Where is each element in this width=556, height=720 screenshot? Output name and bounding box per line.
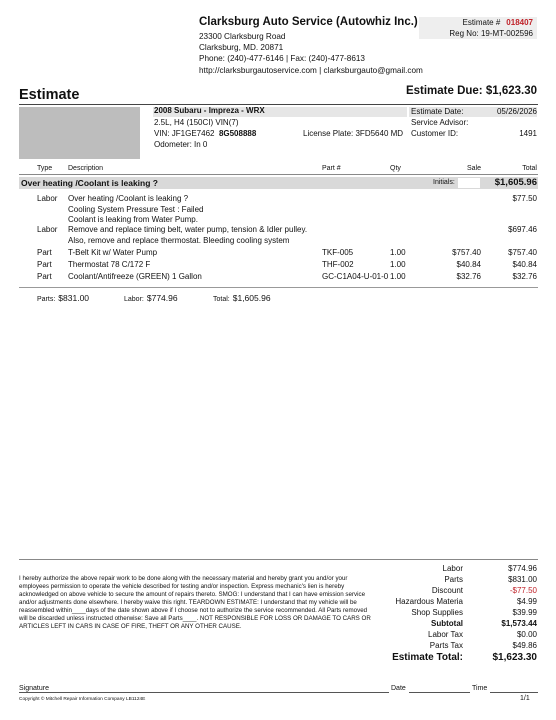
estimate-date-value: 05/26/2026 xyxy=(496,107,537,116)
line-description xyxy=(68,194,203,226)
authorization-terms: I hereby authorize the above repair work to be done along with the necessary material and hereby grant you and/or your employees permission to operate the vehicle described for testing and/or inspection. Express mechanic's lien is hereby acknowledged on above vehicle to secure the amount of repairs thereto. SMOG: I understand that I can have emission service and/or adjustments done elsewhere. I hereby waive this right. TEARDOWN ESTIMATE: I understand that my vehicle will be reassembled within____days of the date shown above if I choose not to authorize the service recommended. All Parts removed will be discarded unless instructed otherwise: Save all Parts____. NOT RESPONSIBLE FOR LOSS OR DAMAGE TO CARS OR ARTICLES LEFT IN CARS IN CASE OF FIRE, THEFT OR ANY OTHER CAUSE. xyxy=(19,575,371,630)
totals-value: $39.99 xyxy=(512,608,537,617)
summary-parts xyxy=(37,293,89,303)
estimate-number-box xyxy=(419,17,537,39)
line-desc-text: Cooling System Pressure Test : Failed xyxy=(68,204,204,214)
summary-total-label: Total: xyxy=(213,296,230,303)
line-part-number: THF-002 xyxy=(322,260,354,269)
line-sale: $40.84 xyxy=(456,260,481,269)
shop-web: http://clarksburgautoservice.com | clarksburgauto@gmail.com xyxy=(199,65,423,75)
shop-address-1: 23300 Clarksburg Road xyxy=(199,32,286,41)
totals-value: $774.96 xyxy=(508,564,537,573)
line-sale: $757.40 xyxy=(452,248,481,257)
line-type: Part xyxy=(37,260,52,269)
line-type: Labor xyxy=(37,194,58,203)
customer-id-label: Customer ID: xyxy=(411,129,459,138)
line-description: Coolant/Antifreeze (GREEN) 1 Gallon xyxy=(68,272,202,281)
terms-divider xyxy=(19,559,538,560)
totals-label-grand: Estimate Total: xyxy=(392,652,463,663)
summary-total-value: $1,605.96 xyxy=(232,293,271,303)
totals-value-subtotal: $1,573.44 xyxy=(501,619,537,628)
signature-line[interactable] xyxy=(19,692,389,693)
line-type: Labor xyxy=(37,225,58,234)
totals-label: Shop Supplies xyxy=(411,608,463,617)
line-qty: 1.00 xyxy=(390,260,406,269)
service-advisor-label: Service Advisor: xyxy=(411,118,469,127)
copyright: Copyright © Mitchell Repair Information Company LB1124E xyxy=(19,697,146,702)
col-description: Description xyxy=(68,165,104,172)
col-total: Total xyxy=(522,165,537,172)
initials-field[interactable] xyxy=(458,178,480,188)
line-qty: 1.00 xyxy=(390,272,406,281)
line-total: $77.50 xyxy=(512,194,537,203)
page-number: 1/1 xyxy=(520,695,530,702)
job-group-total: $1,605.96 xyxy=(494,177,537,188)
totals-label: Hazardous Materia xyxy=(395,597,463,606)
estimate-due: Estimate Due: $1,623.30 xyxy=(405,85,537,97)
shop-contact xyxy=(199,31,423,76)
col-part: Part # xyxy=(322,165,341,172)
estimate-date-label: Estimate Date: xyxy=(411,107,464,116)
summary-total xyxy=(213,293,271,303)
summary-labor-value: $774.96 xyxy=(146,293,178,303)
line-sale: $32.76 xyxy=(456,272,481,281)
date-label: Date xyxy=(391,685,406,692)
col-qty: Qty xyxy=(390,165,401,172)
totals-value: $0.00 xyxy=(516,630,537,639)
estimate-number-label: Estimate # xyxy=(462,18,501,27)
summary-parts-label: Parts: xyxy=(37,296,56,303)
totals-label: Labor Tax xyxy=(428,630,463,639)
totals-label: Labor xyxy=(442,564,463,573)
signature-label: Signature xyxy=(19,685,49,692)
line-total: $697.46 xyxy=(508,225,537,234)
totals-value: $831.00 xyxy=(508,575,537,584)
totals-value: $49.86 xyxy=(512,641,537,650)
line-part-number: TKF-005 xyxy=(322,248,354,257)
line-desc-text: Remove and replace timing belt, water pump, tension & Idler pulley. xyxy=(68,225,308,234)
line-desc-text: Coolant is leaking from Water Pump. xyxy=(68,215,198,224)
vehicle-name: 2008 Subaru - Impreza - WRX xyxy=(154,106,265,115)
initials-label: Initials: xyxy=(433,179,455,186)
header-divider xyxy=(19,174,538,175)
page-title: Estimate xyxy=(19,87,80,103)
line-total: $757.40 xyxy=(508,248,537,257)
totals-value: $4.99 xyxy=(516,597,537,606)
job-group-title: Over heating /Coolant is leaking ? xyxy=(21,178,158,188)
vehicle-photo-placeholder xyxy=(19,107,140,159)
col-sale: Sale xyxy=(466,165,481,172)
line-desc-text: Also, remove and replace thermostat. Bleeding cooling system xyxy=(68,235,290,245)
shop-address-2: Clarksburg, MD. 20871 xyxy=(199,43,284,53)
vehicle-odometer: Odometer: In 0 xyxy=(154,140,208,149)
date-line[interactable] xyxy=(409,692,470,693)
line-total: $40.84 xyxy=(512,260,537,269)
summary-parts-value: $831.00 xyxy=(58,293,90,303)
vehicle-engine: 2.5L, H4 (150CI) VIN(7) xyxy=(154,118,239,127)
line-part-number: GC-C1A04-U-01-0 xyxy=(322,272,389,281)
items-divider xyxy=(19,287,538,288)
divider xyxy=(19,104,538,105)
shop-name: Clarksburg Auto Service (Autowhiz Inc.) xyxy=(199,16,418,28)
reg-number: Reg No: 19-MT-002596 xyxy=(449,29,533,38)
vin-label: VIN: JF1GE7462 xyxy=(154,129,215,138)
time-label: Time xyxy=(472,685,488,692)
vehicle-vin xyxy=(154,129,256,138)
line-description: Thermostat 78 C/172 F xyxy=(68,260,151,269)
estimate-number: 018407 xyxy=(506,18,533,27)
totals-label: Parts Tax xyxy=(429,641,463,650)
totals-value-grand: $1,623.30 xyxy=(492,652,537,663)
shop-phone: Phone: (240)-477-6146 | Fax: (240)-477-8613 xyxy=(199,54,365,64)
customer-id-value: 1491 xyxy=(519,129,537,138)
line-type: Part xyxy=(37,272,52,281)
totals-label: Discount xyxy=(431,586,463,595)
summary-labor xyxy=(124,293,178,303)
line-desc-text: Over heating /Coolant is leaking ? xyxy=(68,194,189,203)
col-type: Type xyxy=(37,165,53,172)
line-description: T-Belt Kit w/ Water Pump xyxy=(68,248,158,257)
totals-label: Parts xyxy=(444,575,463,584)
totals-label-subtotal: Subtotal xyxy=(431,619,463,628)
time-line[interactable] xyxy=(490,692,538,693)
license-plate: License Plate: 3FD5640 MD xyxy=(303,129,404,138)
line-total: $32.76 xyxy=(512,272,537,281)
line-description xyxy=(68,225,307,246)
line-qty: 1.00 xyxy=(390,248,406,257)
totals-value-discount: -$77.50 xyxy=(509,586,537,595)
summary-labor-label: Labor: xyxy=(124,296,144,303)
vin-bold: 8G508888 xyxy=(218,129,257,138)
line-type: Part xyxy=(37,248,52,257)
